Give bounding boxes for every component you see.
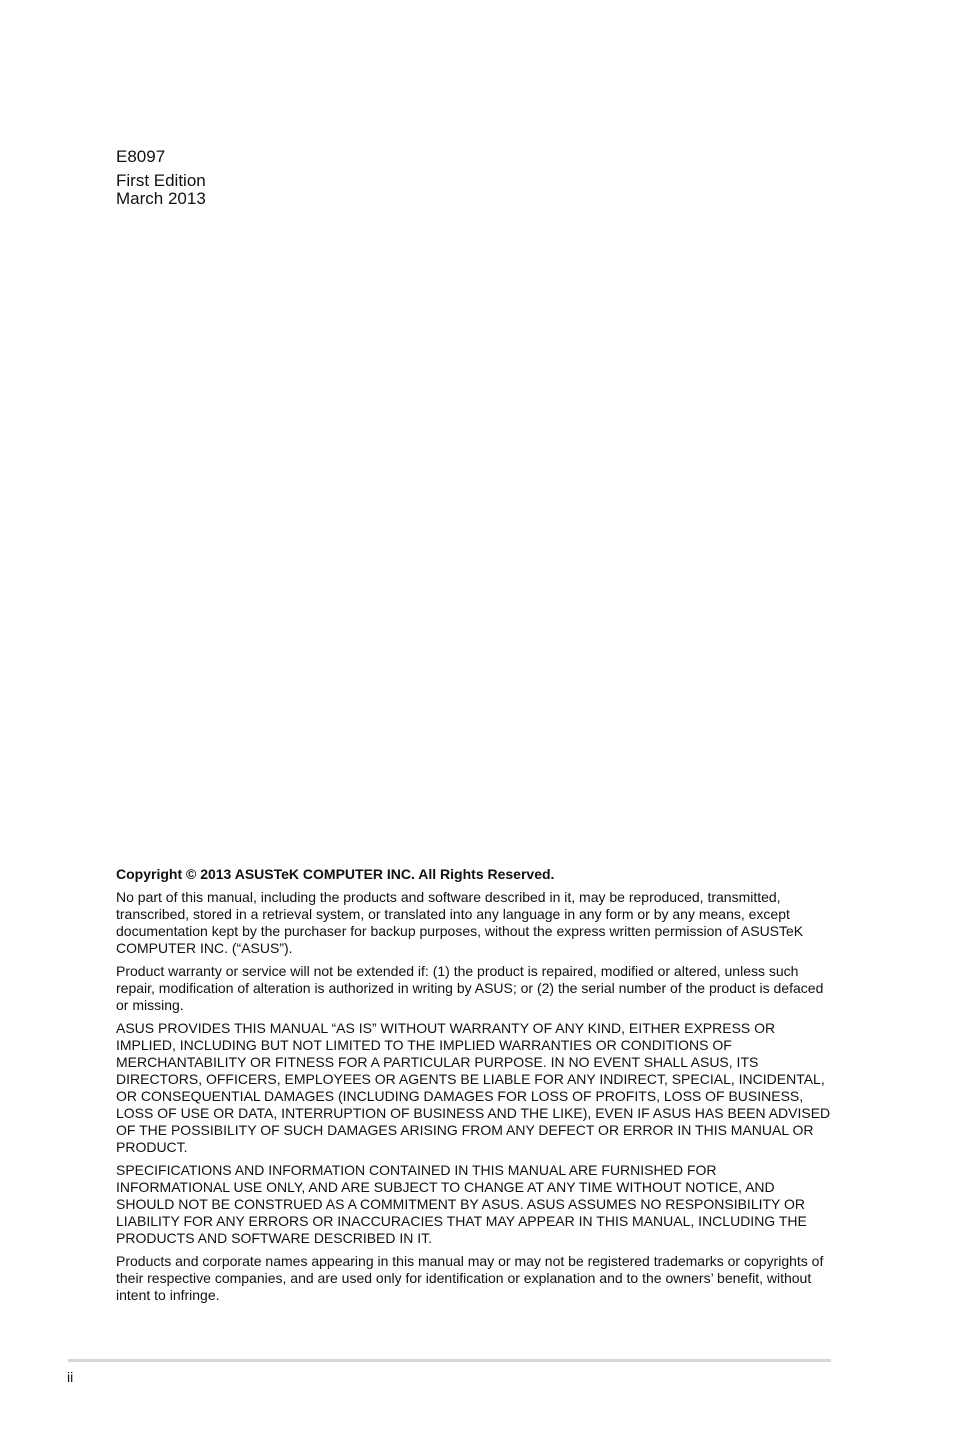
legal-paragraph-specifications: SPECIFICATIONS AND INFORMATION CONTAINED IN THIS MANUAL ARE FURNISHED FOR INFORMATIONAL USE ONLY, AND ARE SUBJECT TO CHANGE AT ANY TIME WITHOUT NOTICE, AND SHOULD NOT BE CONSTRUED AS A COMMITMENT BY ASUS. ASUS ASSUMES NO RESPONSIBILITY OR LIABILITY FOR ANY ERRORS OR INACCURACIES THAT MAY APPEAR IN THIS MANUAL, INCLUDING THE PRODUCTS AND SOFTWARE DESCRIBED IN IT. <box>116 1162 807 1246</box>
legal-paragraph-warranty: Product warranty or service will not be extended if: (1) the product is repaired, modified or altered, unless such repair, modification of alteration is authorized in writing by ASUS; or (2) the serial number of the product is defaced or missing. <box>116 963 824 1013</box>
footer-divider <box>68 1359 831 1362</box>
copyright-line: Copyright © 2013 ASUSTeK COMPUTER INC. All Rights Reserved. <box>116 866 555 882</box>
legal-notice <box>116 866 832 1310</box>
legal-paragraph-reproduction: No part of this manual, including the products and software described in it, may be reproduced, transmitted, transcribed, stored in a retrieval system, or translated into any language in any form or by any means, except documentation kept by the purchaser for backup purposes, without the express written permission of ASUSTeK COMPUTER INC. (“ASUS”). <box>116 889 804 956</box>
document-id: E8097 <box>116 147 166 166</box>
legal-paragraph-trademarks: Products and corporate names appearing in this manual may or may not be registered trademarks or copyrights of their respective companies, and are used only for identification or explanation and to the owners’ benefit, without intent to infringe. <box>116 1253 824 1303</box>
edition-date: March 2013 <box>116 189 206 208</box>
edition-label: First Edition <box>116 171 206 190</box>
legal-paragraph-disclaimer: ASUS PROVIDES THIS MANUAL “AS IS” WITHOUT WARRANTY OF ANY KIND, EITHER EXPRESS OR IMPLIED, INCLUDING BUT NOT LIMITED TO THE IMPLIED WARRANTIES OR CONDITIONS OF MERCHANTABILITY OR FITNESS FOR A PARTICULAR PURPOSE. IN NO EVENT SHALL ASUS, ITS DIRECTORS, OFFICERS, EMPLOYEES OR AGENTS BE LIABLE FOR ANY INDIRECT, SPECIAL, INCIDENTAL, OR CONSEQUENTIAL DAMAGES (INCLUDING DAMAGES FOR LOSS OF PROFITS, LOSS OF BUSINESS, LOSS OF USE OR DATA, INTERRUPTION OF BUSINESS AND THE LIKE), EVEN IF ASUS HAS BEEN ADVISED OF THE POSSIBILITY OF SUCH DAMAGES ARISING FROM ANY DEFECT OR ERROR IN THIS MANUAL OR PRODUCT. <box>116 1020 831 1155</box>
page-number: ii <box>67 1369 74 1385</box>
edition-block <box>116 172 206 208</box>
